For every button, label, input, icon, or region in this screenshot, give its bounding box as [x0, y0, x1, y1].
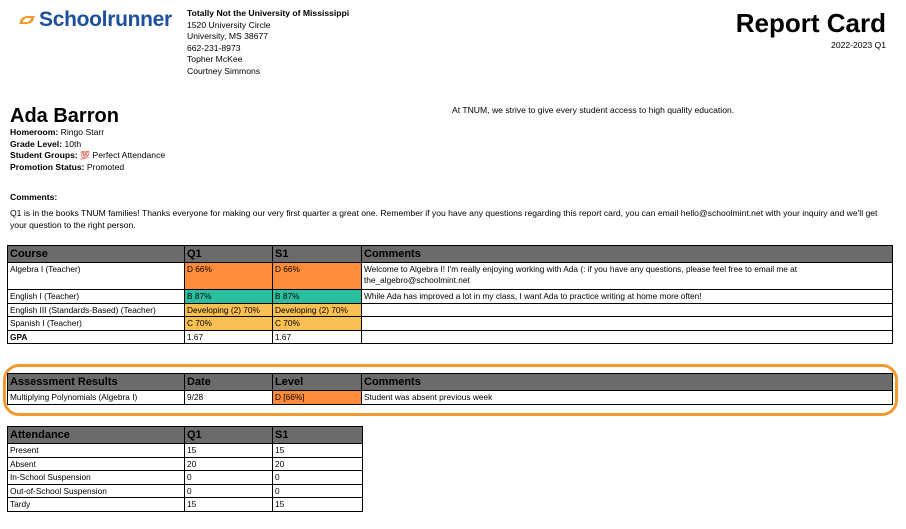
gpa-row: [8, 330, 893, 344]
course-s1-grade: B 87%: [273, 290, 362, 304]
course-comment: While Ada has improved a lot in my class, I want Ada to practice writing at home more often!: [362, 290, 893, 304]
attendance-header-row: [8, 427, 363, 444]
grade-value: 10th: [64, 138, 82, 149]
course-q1-grade: C 70%: [185, 317, 273, 331]
course-comment: Welcome to Algebra I! I'm really enjoying working with Ada (: if you have any questions, please feel free to email me at the_algebro@schoolmint.net: [362, 263, 893, 290]
table-row: [8, 317, 893, 331]
homeroom-row: [10, 127, 165, 139]
course-name: Spanish I (Teacher): [8, 317, 185, 331]
assessment-comment: Student was absent previous week: [362, 391, 893, 405]
course-table: [7, 245, 893, 344]
school-phone: 662-231-8973: [187, 42, 241, 53]
school-contact-1: Topher McKee: [187, 54, 243, 64]
attendance-label: Absent: [8, 457, 185, 471]
attendance-q1: 0: [185, 471, 273, 485]
assessment-table: [7, 373, 893, 405]
logo-text: Schoolrunner: [39, 8, 172, 31]
course-name: English III (Standards-Based) (Teacher): [8, 303, 185, 317]
grade-row: [10, 139, 165, 151]
table-row: [8, 457, 363, 471]
gpa-s1: 1.67: [273, 330, 362, 344]
gpa-label: GPA: [8, 330, 185, 344]
assessment-header-date: Date: [185, 374, 273, 391]
school-info: [187, 8, 349, 77]
course-name: Algebra I (Teacher): [8, 263, 185, 290]
attendance-header-label: Attendance: [8, 427, 185, 444]
attendance-label: Present: [8, 444, 185, 458]
homeroom-label: Homeroom:: [10, 127, 59, 137]
attendance-header-s1: S1: [273, 427, 363, 444]
table-row: [8, 391, 893, 405]
table-row: [8, 263, 893, 290]
course-comment: [362, 303, 893, 317]
comments-label: Comments:: [10, 192, 58, 202]
course-q1-grade: D 66%: [185, 263, 273, 290]
grade-label: Grade Level:: [10, 138, 63, 149]
promotion-row: [10, 162, 165, 174]
table-row: [8, 303, 893, 317]
promotion-label: Promotion Status:: [10, 161, 85, 172]
course-s1-grade: C 70%: [273, 317, 362, 331]
homeroom-value: Ringo Starr: [60, 127, 105, 137]
course-s1-grade: D 66%: [273, 263, 362, 290]
attendance-s1: 15: [273, 444, 363, 458]
schoolrunner-logo: [17, 10, 172, 30]
attendance-q1: 15: [185, 498, 273, 512]
attendance-label: Out-of-School Suspension: [8, 484, 185, 498]
course-s1-grade: Developing (2) 70%: [273, 303, 362, 317]
attendance-q1: 0: [185, 484, 273, 498]
course-q1-grade: Developing (2) 70%: [185, 303, 273, 317]
attendance-s1: 0: [273, 484, 363, 498]
gpa-comment: [362, 330, 893, 344]
course-comment: [362, 317, 893, 331]
report-title: Report Card: [735, 8, 886, 38]
attendance-s1: 20: [273, 457, 363, 471]
attendance-label: In-School Suspension: [8, 471, 185, 485]
attendance-q1: 20: [185, 457, 273, 471]
assessment-name: Multiplying Polynomials (Algebra I): [8, 391, 185, 405]
course-name: English I (Teacher): [8, 290, 185, 304]
course-header-s1: S1: [273, 246, 362, 263]
comments-text: Q1 is in the books TNUM families! Thanks everyone for making our very first quarter a great one. Remember if you have any questions regarding this report card, you can email hello@schoolmint.net with your inquiry and we'll get your question to the right person.: [10, 208, 878, 230]
school-contact-2: Courtney Simmons: [187, 65, 261, 76]
assessment-header-level: Level: [273, 374, 362, 391]
school-address-line2: University, MS 38677: [187, 31, 269, 41]
assessment-header-row: [8, 374, 893, 391]
attendance-s1: 15: [273, 498, 363, 512]
attendance-label: Tardy: [8, 498, 185, 512]
student-info: [10, 127, 165, 173]
course-header-course: Course: [8, 246, 185, 263]
heart-icon: 💯: [80, 151, 91, 160]
attendance-table: [7, 426, 363, 512]
school-address-line1: 1520 University Circle: [187, 19, 271, 30]
course-header-row: [8, 246, 893, 263]
assessment-header-comments: Comments: [362, 374, 893, 391]
course-q1-grade: B 87%: [185, 290, 273, 304]
attendance-s1: 0: [273, 471, 363, 485]
groups-row: [10, 150, 165, 162]
school-name: Totally Not the University of Mississippi: [187, 8, 350, 18]
attendance-q1: 15: [185, 444, 273, 458]
student-name: Ada Barron: [10, 105, 119, 127]
table-row: [8, 498, 363, 512]
assessment-header-name: Assessment Results: [8, 374, 185, 391]
groups-value: Perfect Attendance: [92, 150, 166, 160]
table-row: [8, 484, 363, 498]
course-header-q1: Q1: [185, 246, 273, 263]
table-row: [8, 444, 363, 458]
assessment-level: D [66%]: [273, 391, 362, 405]
gpa-q1: 1.67: [185, 330, 273, 344]
school-tagline: At TNUM, we strive to give every student access to high quality education.: [452, 105, 735, 115]
schoolrunner-logo-icon: [17, 10, 37, 30]
table-row: [8, 290, 893, 304]
report-term: 2022-2023 Q1: [831, 40, 886, 50]
attendance-header-q1: Q1: [185, 427, 273, 444]
table-row: [8, 471, 363, 485]
promotion-value: Promoted: [86, 161, 125, 172]
course-header-comments: Comments: [362, 246, 893, 263]
groups-label: Student Groups:: [10, 150, 78, 160]
assessment-date: 9/28: [185, 391, 273, 405]
